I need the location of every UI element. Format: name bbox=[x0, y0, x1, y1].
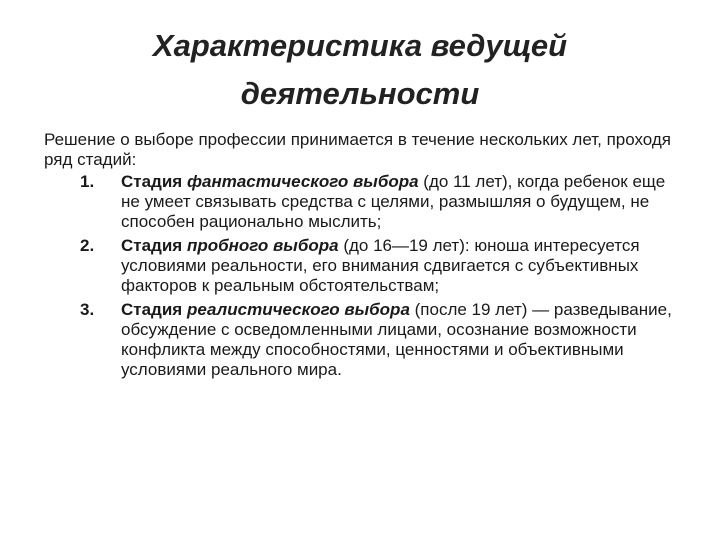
slide-title bbox=[0, 22, 720, 118]
slide-title-line-1: Характеристика ведущей bbox=[152, 28, 568, 63]
stage-description: (после 19 лет) — разведывание, обсуждение с осведомленными лицами, осознание возможности конфликта между способностями, ценностями и объективными условиями реального мира. bbox=[121, 300, 672, 379]
slide-body bbox=[44, 130, 674, 384]
list-item-stage-3 bbox=[44, 300, 674, 380]
stage-name: фантастического выбора bbox=[186, 172, 424, 191]
stage-word: Стадия bbox=[121, 172, 187, 191]
stage-description: (до 11 лет), когда ребенок еще не умеет связывать средства с целями, размышляя о будущем, не способен рационально мыслить; bbox=[121, 172, 666, 231]
stage-word: Стадия bbox=[121, 300, 187, 319]
list-number: 3. bbox=[80, 300, 95, 319]
list-item-stage-2 bbox=[44, 236, 674, 296]
stage-word: Стадия bbox=[121, 236, 187, 255]
slide-title-line-2: деятельности bbox=[240, 76, 480, 111]
list-number: 2. bbox=[80, 236, 95, 255]
stages-list bbox=[44, 172, 674, 380]
list-number: 1. bbox=[80, 172, 95, 191]
list-item-stage-1 bbox=[44, 172, 674, 232]
stage-name: реалистического выбора bbox=[186, 300, 415, 319]
intro-paragraph: Решение о выборе профессии принимается в течение нескольких лет, проходя ряд стадий: bbox=[44, 130, 672, 169]
stage-name: пробного выбора bbox=[186, 236, 344, 255]
stage-description: (до 16—19 лет): юноша интересуется условиями реальности, его внимания сдвигается с субъективных факторов к реальным обстоятельствам; bbox=[121, 236, 640, 295]
